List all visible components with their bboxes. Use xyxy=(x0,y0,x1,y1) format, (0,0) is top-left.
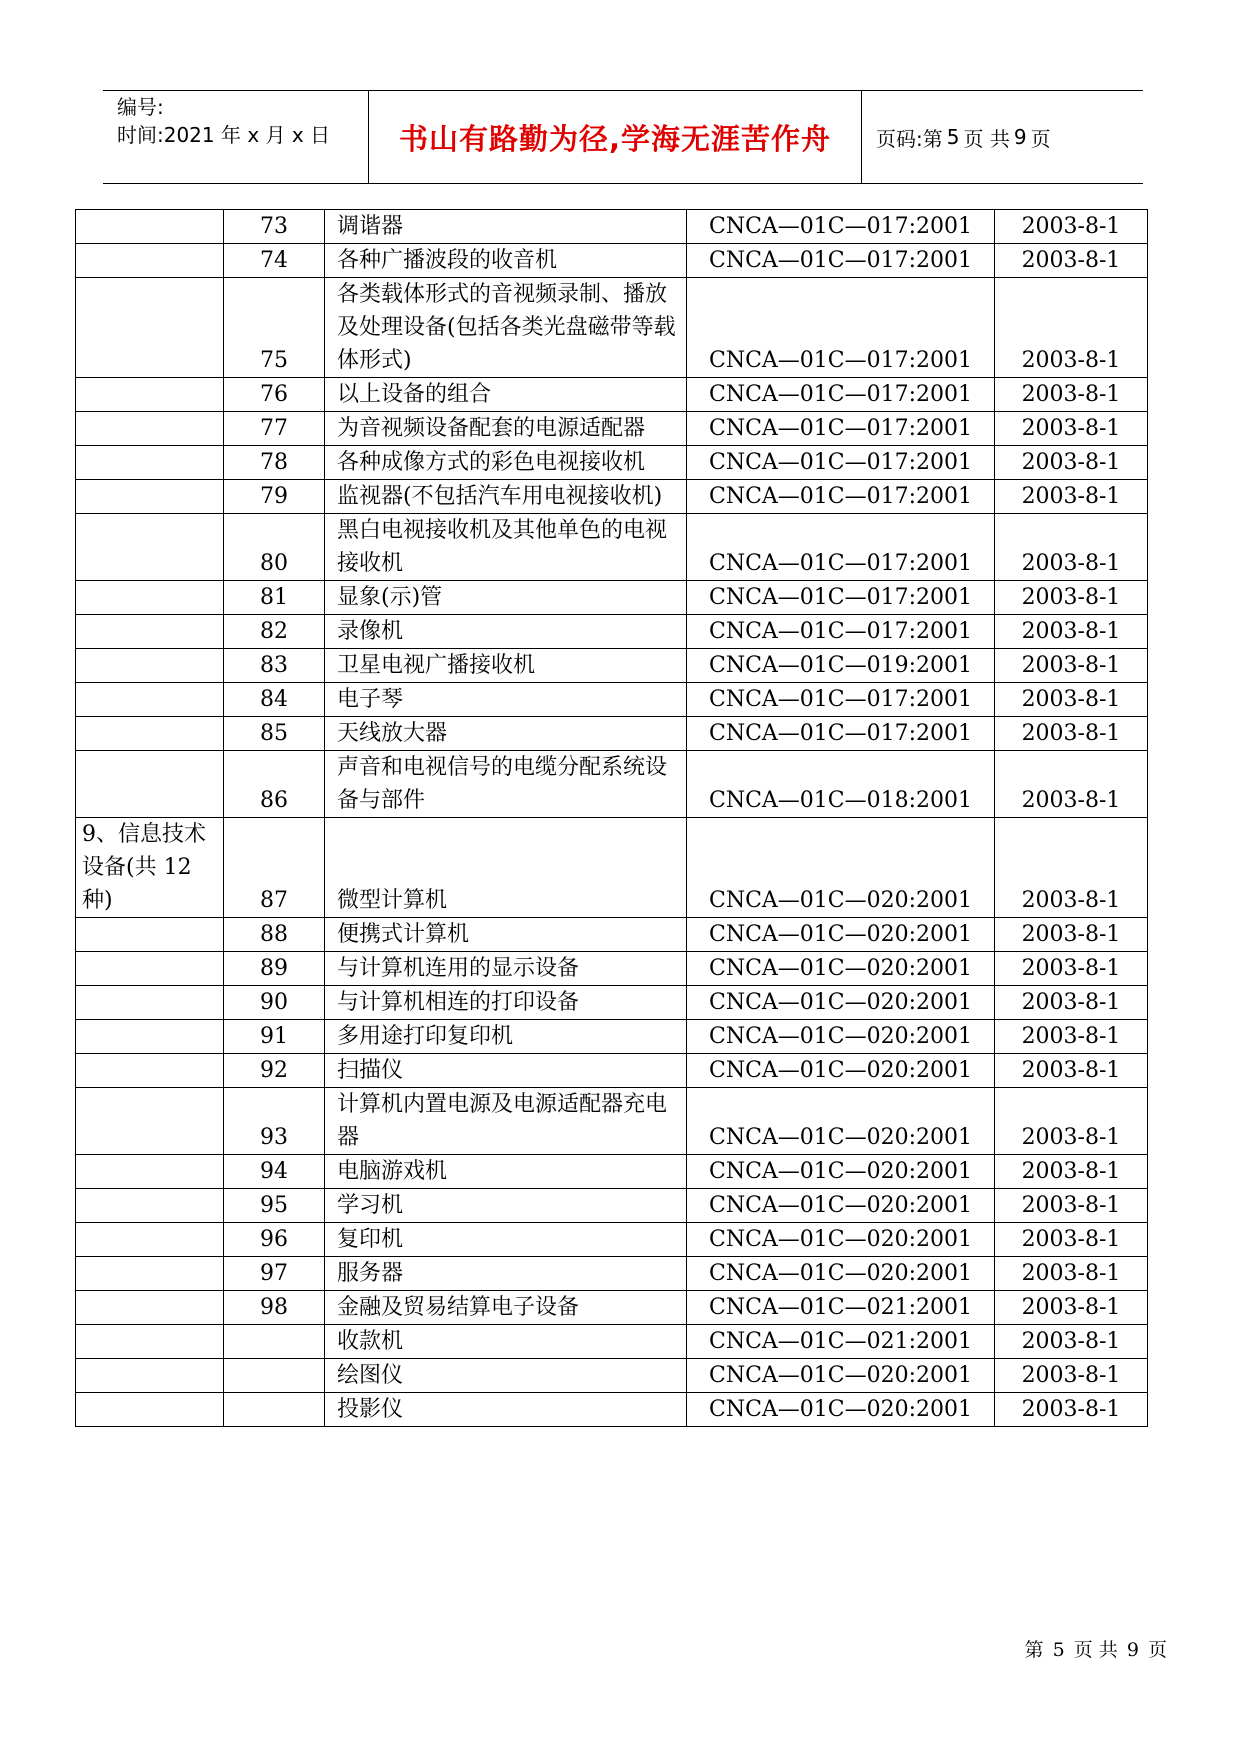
effective-date-cell: 2003-8-1 xyxy=(995,683,1148,717)
table-row xyxy=(76,210,1148,244)
item-number-cell: 89 xyxy=(224,952,325,986)
product-name-cell: 显象(示)管 xyxy=(325,581,687,615)
standard-cell: CNCA—01C—020:2001 xyxy=(687,1020,995,1054)
table-row xyxy=(76,514,1148,581)
product-name-cell: 监视器(不包括汽车用电视接收机) xyxy=(325,480,687,514)
page-suffix: 页 xyxy=(1030,126,1051,151)
item-number-cell: 73 xyxy=(224,210,325,244)
category-cell xyxy=(76,1054,224,1088)
standard-cell: CNCA—01C—020:2001 xyxy=(687,1189,995,1223)
effective-date-cell: 2003-8-1 xyxy=(995,480,1148,514)
effective-date-cell: 2003-8-1 xyxy=(995,278,1148,378)
table-row xyxy=(76,581,1148,615)
effective-date-cell: 2003-8-1 xyxy=(995,918,1148,952)
standard-cell: CNCA—01C—019:2001 xyxy=(687,649,995,683)
product-name-cell: 电子琴 xyxy=(325,683,687,717)
table-row xyxy=(76,683,1148,717)
table-row xyxy=(76,751,1148,818)
standard-cell: CNCA—01C—020:2001 xyxy=(687,1359,995,1393)
product-name-cell: 与计算机连用的显示设备 xyxy=(325,952,687,986)
item-number-cell: 94 xyxy=(224,1155,325,1189)
document-time: 时间:2021 年 x 月 x 日 xyxy=(117,123,331,147)
page-current: 5 xyxy=(946,125,960,149)
product-name-cell: 电脑游戏机 xyxy=(325,1155,687,1189)
effective-date-cell: 2003-8-1 xyxy=(995,1257,1148,1291)
effective-date-cell: 2003-8-1 xyxy=(995,210,1148,244)
item-number-cell xyxy=(224,1359,325,1393)
product-name-cell: 投影仪 xyxy=(325,1393,687,1427)
item-number-cell: 78 xyxy=(224,446,325,480)
table-row xyxy=(76,1020,1148,1054)
product-name-cell: 为音视频设备配套的电源适配器 xyxy=(325,412,687,446)
product-name-cell: 卫星电视广播接收机 xyxy=(325,649,687,683)
item-number-cell: 77 xyxy=(224,412,325,446)
page-mid: 页 共 xyxy=(963,126,1010,151)
effective-date-cell: 2003-8-1 xyxy=(995,1291,1148,1325)
category-cell xyxy=(76,1189,224,1223)
effective-date-cell: 2003-8-1 xyxy=(995,244,1148,278)
table-row xyxy=(76,1257,1148,1291)
product-name-cell: 天线放大器 xyxy=(325,717,687,751)
effective-date-cell: 2003-8-1 xyxy=(995,818,1148,918)
header-info xyxy=(103,91,369,183)
item-number-cell: 92 xyxy=(224,1054,325,1088)
item-number-cell: 79 xyxy=(224,480,325,514)
product-name-cell: 扫描仪 xyxy=(325,1054,687,1088)
effective-date-cell: 2003-8-1 xyxy=(995,751,1148,818)
table-row xyxy=(76,1155,1148,1189)
standard-cell: CNCA—01C—020:2001 xyxy=(687,818,995,918)
item-number-cell: 87 xyxy=(224,818,325,918)
page-footer xyxy=(1022,1635,1167,1662)
standard-cell: CNCA—01C—021:2001 xyxy=(687,1291,995,1325)
table-row xyxy=(76,1359,1148,1393)
category-cell xyxy=(76,1155,224,1189)
product-name-cell: 复印机 xyxy=(325,1223,687,1257)
category-cell xyxy=(76,1393,224,1427)
item-number-cell: 75 xyxy=(224,278,325,378)
product-name-cell: 与计算机相连的打印设备 xyxy=(325,986,687,1020)
effective-date-cell: 2003-8-1 xyxy=(995,986,1148,1020)
standard-cell: CNCA—01C—017:2001 xyxy=(687,480,995,514)
item-number-cell: 83 xyxy=(224,649,325,683)
table-row xyxy=(76,649,1148,683)
category-cell xyxy=(76,278,224,378)
standard-cell: CNCA—01C—017:2001 xyxy=(687,717,995,751)
table-row xyxy=(76,1088,1148,1155)
effective-date-cell: 2003-8-1 xyxy=(995,1393,1148,1427)
item-number-cell xyxy=(224,1393,325,1427)
product-name-cell: 收款机 xyxy=(325,1325,687,1359)
footer-mid: 页 共 xyxy=(1073,1639,1118,1661)
category-cell xyxy=(76,1359,224,1393)
effective-date-cell: 2003-8-1 xyxy=(995,581,1148,615)
item-number-cell: 85 xyxy=(224,717,325,751)
table-row xyxy=(76,615,1148,649)
table-row xyxy=(76,278,1148,378)
product-name-cell: 金融及贸易结算电子设备 xyxy=(325,1291,687,1325)
product-name-cell: 录像机 xyxy=(325,615,687,649)
item-number-cell: 88 xyxy=(224,918,325,952)
item-number-cell: 80 xyxy=(224,514,325,581)
category-cell xyxy=(76,1257,224,1291)
standard-cell: CNCA—01C—020:2001 xyxy=(687,918,995,952)
header-motto: 书山有路勤为径,学海无涯苦作舟 xyxy=(398,121,832,156)
item-number-cell: 74 xyxy=(224,244,325,278)
product-name-cell: 声音和电视信号的电缆分配系统设备与部件 xyxy=(325,751,687,818)
standard-cell: CNCA—01C—020:2001 xyxy=(687,1223,995,1257)
product-name-cell: 黑白电视接收机及其他单色的电视接收机 xyxy=(325,514,687,581)
table-row xyxy=(76,1189,1148,1223)
standard-cell: CNCA—01C—017:2001 xyxy=(687,412,995,446)
effective-date-cell: 2003-8-1 xyxy=(995,1088,1148,1155)
category-cell xyxy=(76,412,224,446)
standard-cell: CNCA—01C—021:2001 xyxy=(687,1325,995,1359)
page-total: 9 xyxy=(1013,125,1027,149)
product-name-cell: 微型计算机 xyxy=(325,818,687,918)
table-row xyxy=(76,378,1148,412)
table-row xyxy=(76,952,1148,986)
table-row xyxy=(76,244,1148,278)
effective-date-cell: 2003-8-1 xyxy=(995,514,1148,581)
effective-date-cell: 2003-8-1 xyxy=(995,412,1148,446)
document-number-label: 编号: xyxy=(117,95,164,119)
standard-cell: CNCA—01C—020:2001 xyxy=(687,1054,995,1088)
item-number-cell xyxy=(224,1325,325,1359)
table-row xyxy=(76,1393,1148,1427)
standard-cell: CNCA—01C—020:2001 xyxy=(687,1155,995,1189)
effective-date-cell: 2003-8-1 xyxy=(995,378,1148,412)
footer-current: 5 xyxy=(1052,1639,1065,1661)
table-row xyxy=(76,446,1148,480)
table-row xyxy=(76,480,1148,514)
table-row xyxy=(76,1054,1148,1088)
category-cell xyxy=(76,649,224,683)
standard-cell: CNCA—01C—017:2001 xyxy=(687,378,995,412)
standard-cell: CNCA—01C—020:2001 xyxy=(687,1393,995,1427)
table-row xyxy=(76,412,1148,446)
standard-cell: CNCA—01C—017:2001 xyxy=(687,581,995,615)
category-cell xyxy=(76,244,224,278)
category-cell xyxy=(76,446,224,480)
effective-date-cell: 2003-8-1 xyxy=(995,1155,1148,1189)
table-row xyxy=(76,1223,1148,1257)
standard-cell: CNCA—01C—017:2001 xyxy=(687,615,995,649)
standard-cell: CNCA—01C—017:2001 xyxy=(687,278,995,378)
standard-cell: CNCA—01C—018:2001 xyxy=(687,751,995,818)
item-number-cell: 76 xyxy=(224,378,325,412)
category-cell xyxy=(76,1223,224,1257)
item-number-cell: 84 xyxy=(224,683,325,717)
category-cell xyxy=(76,751,224,818)
category-cell xyxy=(76,615,224,649)
footer-total: 9 xyxy=(1126,1639,1139,1661)
category-cell xyxy=(76,986,224,1020)
effective-date-cell: 2003-8-1 xyxy=(995,952,1148,986)
effective-date-cell: 2003-8-1 xyxy=(995,1189,1148,1223)
item-number-cell: 82 xyxy=(224,615,325,649)
category-cell xyxy=(76,1020,224,1054)
page-header xyxy=(103,90,1143,184)
item-number-cell: 98 xyxy=(224,1291,325,1325)
item-number-cell: 90 xyxy=(224,986,325,1020)
product-name-cell: 服务器 xyxy=(325,1257,687,1291)
category-cell xyxy=(76,918,224,952)
product-table xyxy=(75,209,1148,1427)
category-cell xyxy=(76,210,224,244)
category-cell xyxy=(76,1325,224,1359)
product-name-cell: 调谐器 xyxy=(325,210,687,244)
table-row xyxy=(76,1291,1148,1325)
category-cell xyxy=(76,480,224,514)
effective-date-cell: 2003-8-1 xyxy=(995,446,1148,480)
effective-date-cell: 2003-8-1 xyxy=(995,1325,1148,1359)
effective-date-cell: 2003-8-1 xyxy=(995,615,1148,649)
standard-cell: CNCA—01C—020:2001 xyxy=(687,986,995,1020)
product-name-cell: 多用途打印复印机 xyxy=(325,1020,687,1054)
effective-date-cell: 2003-8-1 xyxy=(995,1020,1148,1054)
standard-cell: CNCA—01C—017:2001 xyxy=(687,446,995,480)
page-prefix: 页码:第 xyxy=(876,126,943,151)
item-number-cell: 96 xyxy=(224,1223,325,1257)
category-cell xyxy=(76,378,224,412)
product-name-cell: 计算机内置电源及电源适配器充电器 xyxy=(325,1088,687,1155)
table-row xyxy=(76,918,1148,952)
standard-cell: CNCA—01C—020:2001 xyxy=(687,952,995,986)
standard-cell: CNCA—01C—017:2001 xyxy=(687,683,995,717)
effective-date-cell: 2003-8-1 xyxy=(995,717,1148,751)
category-cell xyxy=(76,717,224,751)
product-name-cell: 以上设备的组合 xyxy=(325,378,687,412)
item-number-cell: 93 xyxy=(224,1088,325,1155)
standard-cell: CNCA—01C—017:2001 xyxy=(687,514,995,581)
header-page-info xyxy=(862,91,1156,183)
product-name-cell: 各类载体形式的音视频录制、播放及处理设备(包括各类光盘磁带等载体形式) xyxy=(325,278,687,378)
table-row xyxy=(76,1325,1148,1359)
footer-suffix: 页 xyxy=(1147,1639,1167,1661)
category-cell xyxy=(76,952,224,986)
effective-date-cell: 2003-8-1 xyxy=(995,1359,1148,1393)
standard-cell: CNCA—01C—017:2001 xyxy=(687,244,995,278)
category-cell xyxy=(76,1088,224,1155)
table-row xyxy=(76,986,1148,1020)
product-name-cell: 绘图仪 xyxy=(325,1359,687,1393)
category-cell xyxy=(76,581,224,615)
effective-date-cell: 2003-8-1 xyxy=(995,649,1148,683)
product-name-cell: 便携式计算机 xyxy=(325,918,687,952)
category-cell xyxy=(76,1291,224,1325)
item-number-cell: 95 xyxy=(224,1189,325,1223)
category-cell: 9、信息技术设备(共 12 种) xyxy=(76,818,224,918)
header-motto-cell xyxy=(369,91,862,183)
category-cell xyxy=(76,683,224,717)
product-name-cell: 学习机 xyxy=(325,1189,687,1223)
table-row xyxy=(76,818,1148,918)
table-row xyxy=(76,717,1148,751)
item-number-cell: 91 xyxy=(224,1020,325,1054)
effective-date-cell: 2003-8-1 xyxy=(995,1054,1148,1088)
item-number-cell: 81 xyxy=(224,581,325,615)
effective-date-cell: 2003-8-1 xyxy=(995,1223,1148,1257)
footer-prefix: 第 xyxy=(1024,1639,1044,1661)
product-name-cell: 各种广播波段的收音机 xyxy=(325,244,687,278)
category-cell xyxy=(76,514,224,581)
standard-cell: CNCA—01C—020:2001 xyxy=(687,1088,995,1155)
standard-cell: CNCA—01C—020:2001 xyxy=(687,1257,995,1291)
standard-cell: CNCA—01C—017:2001 xyxy=(687,210,995,244)
item-number-cell: 97 xyxy=(224,1257,325,1291)
item-number-cell: 86 xyxy=(224,751,325,818)
product-name-cell: 各种成像方式的彩色电视接收机 xyxy=(325,446,687,480)
